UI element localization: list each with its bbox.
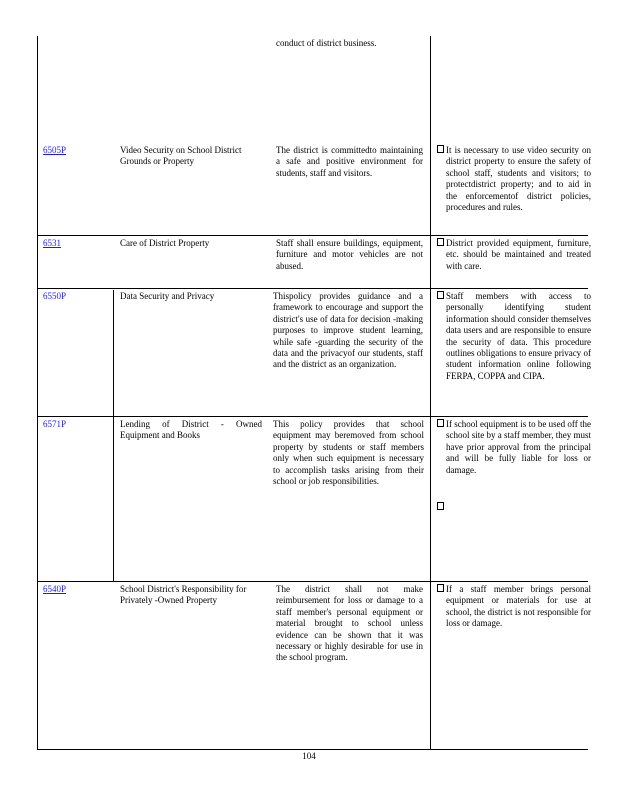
policy-notes: If school equipment is to be used off the school site by a staff member, they must have prior approval from the principal and will be fully liable for loss or damage. xyxy=(437,419,591,476)
bullet-icon xyxy=(437,419,444,427)
policy-code: 6550P xyxy=(43,291,67,301)
policy-notes: Staff members with access to personally identifying student information should consider themselves data users and are responsible to ensure the security of data. This procedure outlines obligations to ensure privacy of student information online following FERPA, COPPA and CIPA. xyxy=(437,291,591,382)
table-left-border xyxy=(37,36,38,749)
policy-purpose: This policy provides that school equipment may beremoved from school property by students or staff members only when such equipment is necessary to accomplish tasks arising from their school or job responsibilities. xyxy=(273,419,424,487)
row-divider xyxy=(37,235,588,236)
table-bottom-border xyxy=(37,749,588,750)
policy-title: Video Security on School District Grounds or Property xyxy=(120,145,242,167)
bullet-icon xyxy=(437,502,444,510)
policy-code-link[interactable]: 6540P xyxy=(43,584,67,594)
policy-code-link[interactable]: 6531 xyxy=(43,238,61,248)
policy-code: 6571P xyxy=(43,419,67,429)
row-divider xyxy=(37,581,588,582)
policy-code-link[interactable]: 6505P xyxy=(43,145,67,155)
policy-notes: If a staff member brings personal equipment or materials for use at school, the district is not responsible for loss or damage. xyxy=(437,584,591,630)
bullet-icon xyxy=(437,291,444,299)
bullet-icon xyxy=(437,238,444,246)
policy-purpose: Thispolicy provides guidance and a framework to encourage and support the district's use of data for decision -making purposes to improve student learning, while safe -guarding the security of the data and the privacyof our students, staff and the district as an organization. xyxy=(273,291,423,370)
policy-purpose: The district is committedto maintaining a safe and positive environment for students, staff and visitors. xyxy=(276,145,423,178)
policy-purpose: Staff shall ensure buildings, equipment, furniture and motor vehicles are not abused. xyxy=(276,238,423,271)
policy-notes: It is necessary to use video security on district property to ensure the safety of school staff, students and visitors; to protectdistrict property; and to aid in the enforcementof district policies, procedures and rules. xyxy=(437,145,591,213)
policy-title: Lending of District - Owned Equipment and Books xyxy=(120,419,262,441)
continued-text: conduct of district business. xyxy=(276,38,377,48)
bullet-icon xyxy=(437,145,444,153)
policy-notes: District provided equipment, furniture, etc. should be maintained and treated with care. xyxy=(437,238,591,272)
policy-title: Data Security and Privacy xyxy=(120,291,215,301)
column-divider-code xyxy=(113,290,114,582)
column-divider-notes xyxy=(430,36,431,749)
policy-title: Care of District Property xyxy=(120,238,210,248)
row-divider xyxy=(37,288,588,289)
bullet-icon xyxy=(437,584,444,592)
row-divider xyxy=(37,416,588,417)
page-number: 104 xyxy=(302,751,316,761)
policy-purpose: The district shall not make reimbursement for loss or damage to a staff member's personal equipment or material brought to school unless evidence can be shown that it was necessary or highly desirable for use in the school program. xyxy=(276,584,423,663)
policy-title: School District's Responsibility for Privately -Owned Property xyxy=(120,584,247,606)
